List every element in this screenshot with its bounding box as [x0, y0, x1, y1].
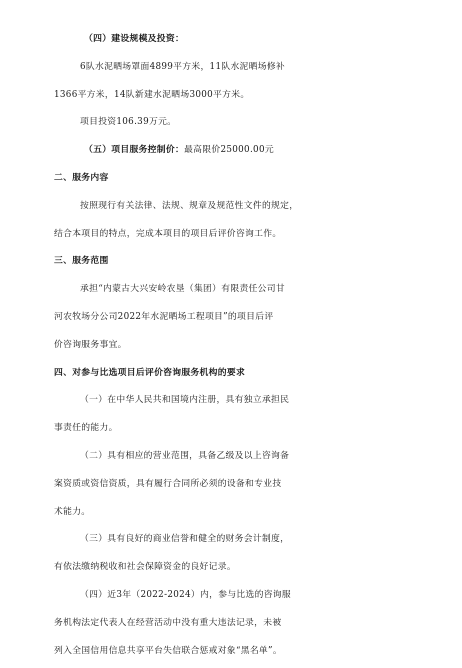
- paragraph-line: 有依法缴纳税收和社会保障资金的良好记录。: [54, 562, 236, 573]
- paragraph-line: 承担“内蒙古大兴安岭农垦（集团）有限责任公司甘: [80, 284, 285, 295]
- paragraph-line: 事责任的能力。: [54, 423, 118, 434]
- paragraph-line: 务机构法定代表人在经营活动中没有重大违法记录，未被: [54, 617, 282, 628]
- paragraph-line: （一）在中华人民共和国境内注册，具有独立承担民: [80, 395, 290, 406]
- paragraph-line: 价咨询服务事宜。: [54, 339, 127, 350]
- section-heading-scope: 三、服务范围: [54, 256, 109, 267]
- paragraph-line: 河农牧场分公司2022年水泥晒场工程项目”的项目后评: [54, 312, 274, 322]
- paragraph-line: 按照现行有关法律、法规、规章及规范性文件的规定，: [80, 200, 299, 211]
- paragraph-line: 术能力。: [54, 506, 91, 517]
- paragraph-line: （四）近3年（2022-2024）内，参与比选的咨询服: [80, 590, 291, 600]
- paragraph-line: 6队水泥晒场罩面4899平方米，11队水泥晒场修补: [80, 61, 286, 72]
- section-heading-requirements: 四、对参与比选项目后评价咨询服务机构的要求: [54, 367, 246, 378]
- paragraph-line: 列入全国信用信息共享平台失信联合惩戒对象“黑名单”。: [54, 645, 282, 656]
- paragraph-line: 案资质或资信资质，具有履行合同所必须的设备和专业技: [54, 478, 282, 489]
- section-heading-content: 二、服务内容: [54, 173, 109, 183]
- section-heading-price: [84, 141, 462, 159]
- price-label: （五）项目服务控制价：: [84, 145, 185, 156]
- paragraph-line: （三）具有良好的商业信誉和健全的财务会计制度，: [80, 534, 290, 545]
- paragraph-line: （二）具有相应的营业范围，具备乙级及以上咨询备: [80, 451, 290, 461]
- section-heading-scale: （四）建设规模及投资：: [84, 34, 185, 44]
- paragraph-line: 1366平方米，14队新建水泥晒场3000平方米。: [54, 89, 250, 100]
- paragraph-line: 结合本项目的特点，完成本项目的项目后评价咨询工作。: [54, 228, 282, 239]
- paragraph-line: 项目投资106.39万元。: [80, 117, 177, 128]
- price-value: 最高限价25000.00元: [184, 145, 274, 156]
